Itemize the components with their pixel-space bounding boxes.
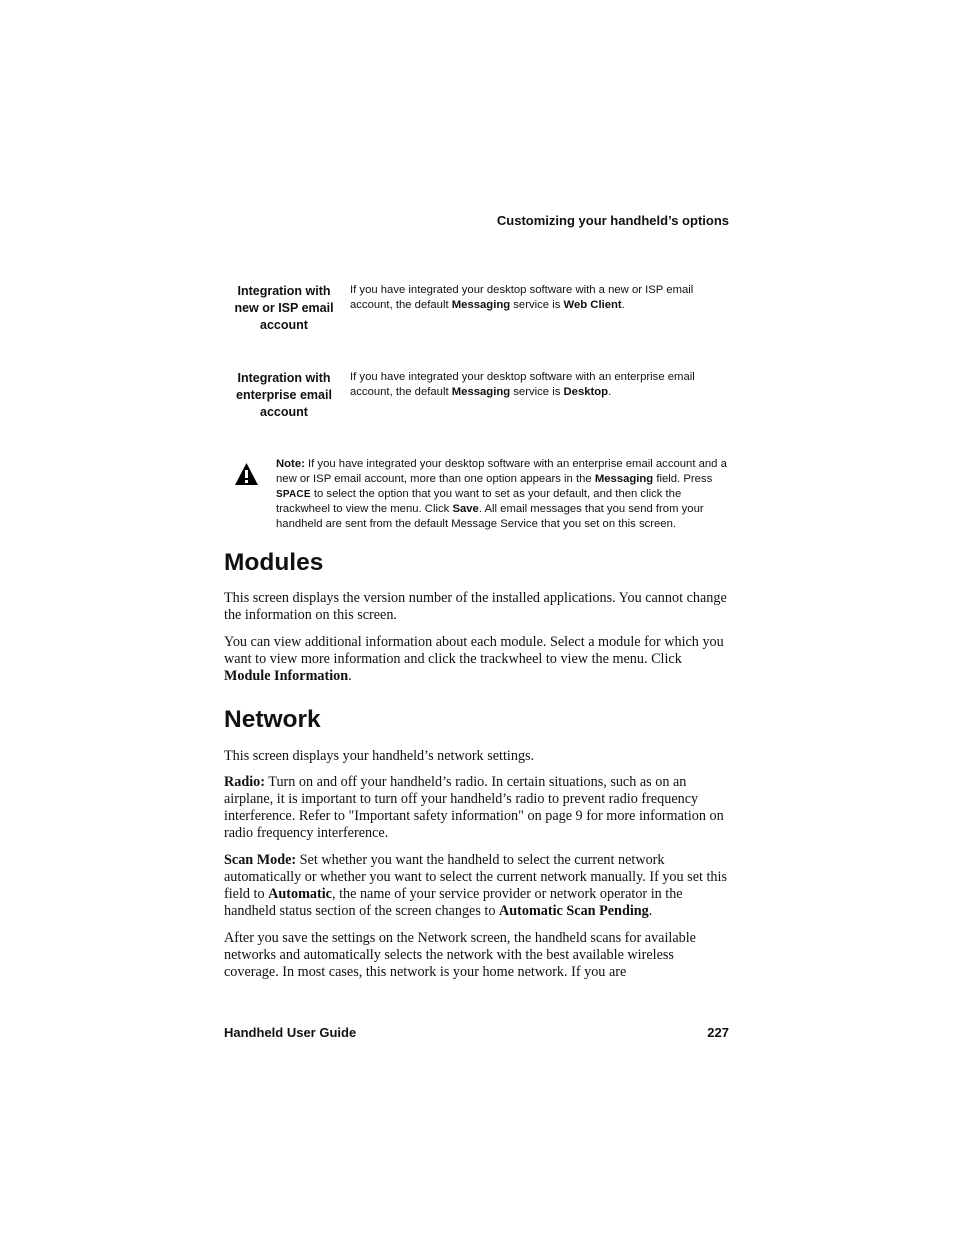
note-text: Note: If you have integrated your desktop software with an enterprise email account and a new or ISP email account, more than one option appears in the Messaging field. Press SPACE to select the option that you want to set as your default, and then click the trackwheel to view the menu. Click Save. All email messages that you send from your handheld are sent from the default Message Service that you set on this screen. xyxy=(276,458,727,531)
definition-term: Integration with enterprise email account xyxy=(236,371,332,419)
section-heading-network: Network xyxy=(224,706,321,733)
paragraph: After you save the settings on the Network screen, the handheld scans for available networks and automatically selects the network with the best available wireless coverage. In most cases, this network is your home network. If you are xyxy=(224,930,696,981)
page-number: 227 xyxy=(707,1025,729,1040)
definition-description: If you have integrated your desktop software with an enterprise email account, the default Messaging service is Desktop. xyxy=(350,371,695,398)
definition-term: Integration with new or ISP email account xyxy=(234,284,334,332)
paragraph-scan-mode: Scan Mode: Set whether you want the handheld to select the current network automatically or whether you want to select the current network manually. If you set this field to Automatic, the name of your service provider or network operator in the handheld status section of the screen changes to Automatic Scan Pending. xyxy=(224,852,727,920)
paragraph: You can view additional information about each module. Select a module for which you want to view more information and click the trackwheel to view the menu. Click Module Information. xyxy=(224,634,724,685)
footer-title: Handheld User Guide xyxy=(224,1025,357,1040)
running-header: Customizing your handheld’s options xyxy=(496,213,729,228)
paragraph-radio: Radio: Turn on and off your handheld’s radio. In certain situations, such as on an airplane, it is important to turn off your handheld’s radio to prevent radio frequency interference. Refer to "Important safety information" on page 9 for more information on radio frequency interference. xyxy=(224,774,724,842)
definition-description: If you have integrated your desktop software with a new or ISP email account, the default Messaging service is Web Client. xyxy=(350,284,694,311)
warning-icon xyxy=(234,462,259,486)
paragraph: This screen displays the version number of the installed applications. You cannot change the information on this screen. xyxy=(224,590,727,624)
section-heading-modules: Modules xyxy=(224,549,324,576)
paragraph: This screen displays your handheld’s network settings. xyxy=(224,748,535,764)
